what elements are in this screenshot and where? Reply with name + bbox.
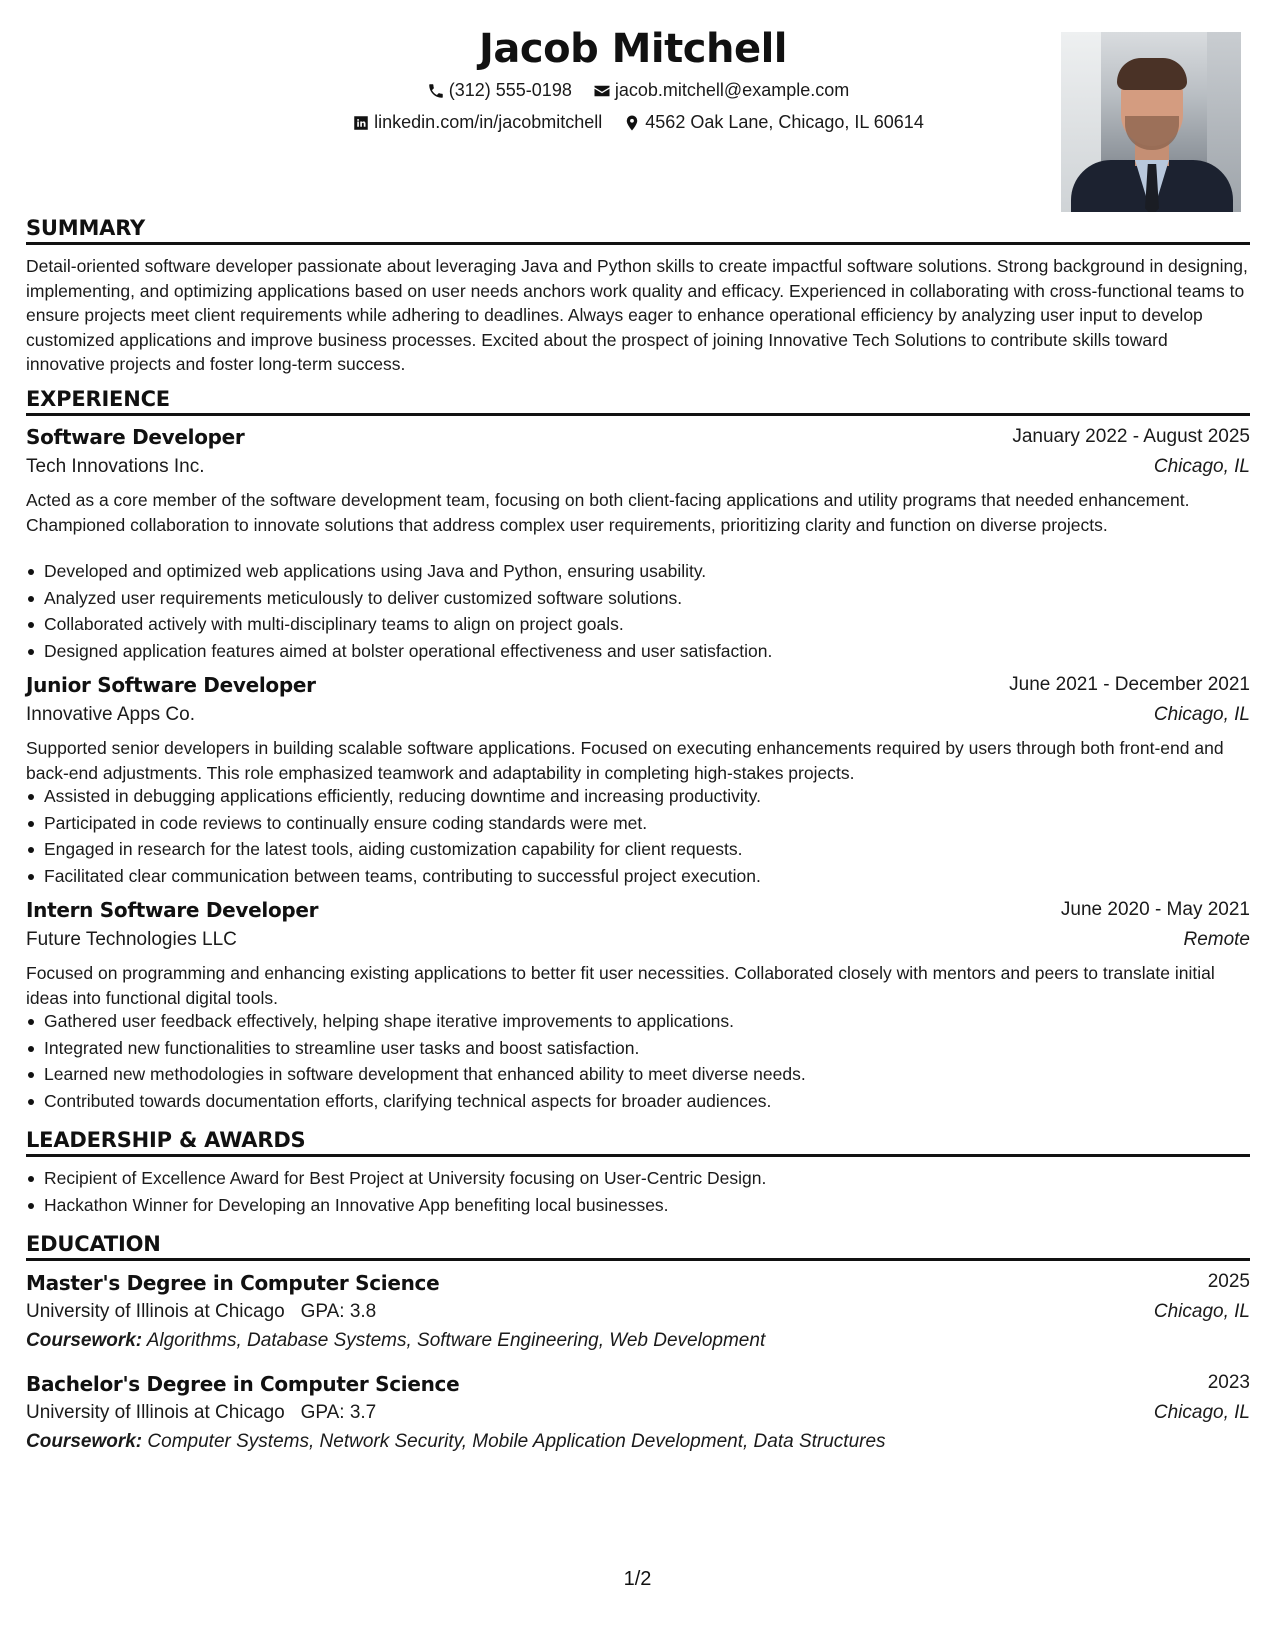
coursework-label: Coursework: xyxy=(26,1431,143,1452)
degree-title: Master's Degree in Computer Science xyxy=(26,1271,440,1295)
profile-photo xyxy=(1061,32,1241,212)
job-dates: January 2022 - August 2025 xyxy=(1012,426,1250,447)
experience-heading: EXPERIENCE xyxy=(26,387,1250,416)
list-item: Contributed towards documentation efforts, clarifying technical aspects for broader audiences. xyxy=(44,1088,1268,1115)
job-description: Acted as a core member of the software development team, focusing on both client-facing applications and utility programs that needed enhancement. Championed collaboration to innovate solutions that address complex user requirements, prioritizing clarity and function on diverse projects. xyxy=(26,490,1190,535)
list-item: Analyzed user requirements meticulously to deliver customized software solutions. xyxy=(44,585,1268,612)
list-item: Learned new methodologies in software development that enhanced ability to meet diverse needs. xyxy=(44,1061,1268,1088)
list-item: Recipient of Excellence Award for Best Project at University focusing on User-Centric Design. xyxy=(44,1165,1268,1192)
list-item: Developed and optimized web applications using Java and Python, ensuring usability. xyxy=(44,558,1268,585)
job-location: Remote xyxy=(1183,929,1250,950)
contact-linkedin[interactable]: linkedin.com/in/jacobmitchell xyxy=(352,112,602,133)
leadership-list xyxy=(26,1165,1268,1218)
list-item: Hackathon Winner for Developing an Innovative App benefiting local businesses. xyxy=(44,1192,1268,1219)
degree-year: 2023 xyxy=(1207,1372,1250,1393)
job-bullets xyxy=(26,1008,1268,1114)
coursework-list: Algorithms, Database Systems, Software Engineering, Web Development xyxy=(146,1330,766,1351)
linkedin-icon xyxy=(352,114,370,132)
list-item: Assisted in debugging applications efficiently, reducing downtime and increasing productivity. xyxy=(44,783,1268,810)
contact-email[interactable]: jacob.mitchell@example.com xyxy=(593,80,849,101)
gpa: GPA: 3.8 xyxy=(300,1301,377,1322)
degree-title: Bachelor's Degree in Computer Science xyxy=(26,1372,460,1396)
school-location: Chicago, IL xyxy=(1153,1402,1250,1423)
degree-year: 2025 xyxy=(1207,1271,1250,1292)
job-title: Intern Software Developer xyxy=(26,898,319,922)
coursework-list: Computer Systems, Network Security, Mobile Application Development, Data Structures xyxy=(147,1431,886,1452)
school-location: Chicago, IL xyxy=(1153,1301,1250,1322)
job-location: Chicago, IL xyxy=(1153,704,1250,725)
resume-header xyxy=(26,20,1250,220)
envelope-icon xyxy=(593,82,611,100)
coursework-label: Coursework: xyxy=(26,1330,143,1351)
list-item: Facilitated clear communication between teams, contributing to successful project execution. xyxy=(44,863,1268,890)
candidate-name: Jacob Mitchell xyxy=(479,26,787,72)
school-name: University of Illinois at Chicago xyxy=(26,1402,285,1423)
coursework-line xyxy=(26,1330,765,1352)
job-location: Chicago, IL xyxy=(1153,456,1250,477)
list-item: Collaborated actively with multi-disciplinary teams to align on project goals. xyxy=(44,611,1268,638)
job-company: Innovative Apps Co. xyxy=(26,704,195,725)
job-title: Junior Software Developer xyxy=(26,673,316,697)
education-heading: EDUCATION xyxy=(26,1232,1250,1261)
summary-text: Detail-oriented software developer passionate about leveraging Java and Python skills to create impactful software solutions. Strong background in designing, implementing, and optimizing applications based on user needs anchors work quality and efficacy. Experienced in collaborating with cross-functional teams to ensure projects meet client requirements while adhering to deadlines. Always eager to enhance operational efficiency by analyzing user input to develop customized applications and improve business processes. Excited about the prospect of joining Innovative Tech Solutions to contribute skills toward innovative projects and foster long-term success. xyxy=(26,256,1248,374)
job-dates: June 2020 - May 2021 xyxy=(1060,899,1250,920)
leadership-heading: LEADERSHIP & AWARDS xyxy=(26,1128,1250,1157)
school-line xyxy=(26,1301,376,1323)
phone-icon xyxy=(427,82,445,100)
contact-address: 4562 Oak Lane, Chicago, IL 60614 xyxy=(623,112,924,133)
contact-phone: (312) 555-0198 xyxy=(427,80,572,101)
job-description: Focused on programming and enhancing existing applications to better fit user necessities. Collaborated closely with mentors and peers to translate initial ideas into functional digital tools. xyxy=(26,963,1215,1008)
job-bullets xyxy=(26,558,1268,664)
list-item: Designed application features aimed at bolster operational effectiveness and user satisfaction. xyxy=(44,638,1268,665)
job-dates: June 2021 - December 2021 xyxy=(1009,674,1250,695)
gpa: GPA: 3.7 xyxy=(300,1402,377,1423)
list-item: Participated in code reviews to continually ensure coding standards were met. xyxy=(44,810,1268,837)
job-description: Supported senior developers in building scalable software applications. Focused on executing enhancements required by users through both front-end and back-end adjustments. This role emphasized teamwork and adaptability in completing high-stakes projects. xyxy=(26,738,1224,783)
page-number: 1/2 xyxy=(623,1568,652,1590)
job-company: Future Technologies LLC xyxy=(26,929,237,950)
school-line xyxy=(26,1402,376,1424)
school-name: University of Illinois at Chicago xyxy=(26,1301,285,1322)
coursework-line xyxy=(26,1431,886,1453)
map-pin-icon xyxy=(623,114,641,132)
job-bullets xyxy=(26,783,1268,889)
resume-page xyxy=(26,0,1250,1650)
job-title: Software Developer xyxy=(26,425,245,449)
job-company: Tech Innovations Inc. xyxy=(26,456,205,477)
list-item: Engaged in research for the latest tools, aiding customization capability for client requests. xyxy=(44,836,1268,863)
summary-heading: SUMMARY xyxy=(26,216,1250,245)
list-item: Gathered user feedback effectively, helping shape iterative improvements to applications. xyxy=(44,1008,1268,1035)
list-item: Integrated new functionalities to streamline user tasks and boost satisfaction. xyxy=(44,1035,1268,1062)
